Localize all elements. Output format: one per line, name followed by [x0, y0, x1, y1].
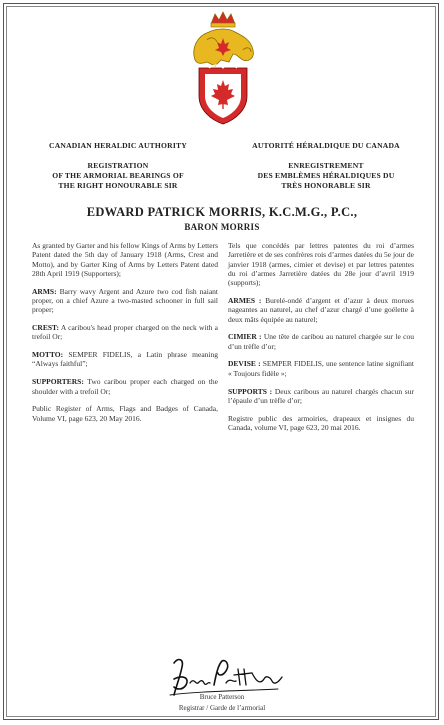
registrar-title: Registrar / Garde de l’armorial [178, 704, 266, 712]
grantee-peerage: BARON MORRIS [184, 222, 260, 232]
french-crest: CIMIER : Une tête de caribou au naturel chargée sur le cou d’un trèfle d’or; [228, 332, 415, 351]
french-registration-line: DES EMBLÈMES HÉRALDIQUES DU [257, 171, 395, 180]
english-column [32, 241, 218, 431]
english-header [18, 141, 218, 191]
french-column [228, 241, 414, 441]
crown-icon [211, 12, 235, 27]
heraldic-authority-emblem [185, 10, 261, 128]
english-authority-name: CANADIAN HERALDIC AUTHORITY [49, 141, 187, 150]
shield-icon [199, 65, 247, 124]
english-supporters: SUPPORTERS: Two caribou proper each charged on the shoulder with a trefoil Or; [32, 377, 218, 396]
lion-icon [194, 29, 254, 66]
english-registration-heading [18, 161, 218, 191]
english-intro: As granted by Garter and his fellow Kings of Arms by Letters Patent dated the 5th day of January 1918 (Arms, Crest and Motto), and by Garter King of Arms by Letters Patent dated 28th April 1919 (Supporters); [32, 241, 218, 278]
english-register: Public Register of Arms, Flags and Badges of Canada, Volume VI, page 623, 20 May 2016. [32, 404, 218, 423]
english-registration-line: THE RIGHT HONOURABLE SIR [58, 181, 178, 190]
registrar-name: Bruce Patterson [199, 693, 245, 701]
french-supporters: SUPPORTS : Deux caribous au naturel chargés chacun sur l’épaule d’un trèfle d’or; [228, 386, 414, 405]
english-motto: MOTTO: SEMPER FIDELIS, a Latin phrase meaning “Always faithful”; [32, 350, 218, 369]
french-registration-line: TRÈS HONORABLE SIR [281, 181, 371, 190]
english-crest: CREST: A caribou's head proper charged on the neck with a trefoil Or; [32, 323, 218, 342]
french-intro: Tels que concédés par lettres patentes du roi d’armes Jarretière et de ses confrères rois d’armes datées du 5e jour de janvier 1918 (armes, cimier et devise) et par lettres patentes du roi d’armes Jarretière datées du 28e jour d’avril 1919 (supports); [228, 241, 414, 288]
english-arms: ARMS: Barry wavy Argent and Azure two cod fish naiant proper, on a chief Azure a two-masted schooner in full sail proper; [32, 286, 218, 315]
french-motto: DEVISE : SEMPER FIDELIS, une sentence latine signifiant « Toujours fidèle »; [228, 359, 414, 378]
french-arms: ARMES : Burelé-ondé d’argent et d’azur à deux morues nageantes au naturel, au chef d’azur chargé d’une goélette à deux mâts équipée au naturel; [228, 295, 414, 324]
french-authority-name: AUTORITÉ HÉRALDIQUE DU CANADA [252, 141, 400, 150]
french-register: Registre public des armoiries, drapeaux et insignes du Canada, volume VI, page 623, 20 mai 2016. [228, 413, 414, 432]
english-registration-line: OF THE ARMORIAL BEARINGS OF [52, 171, 184, 180]
french-registration-heading [226, 161, 426, 191]
french-header [226, 141, 426, 191]
grantee-name: EDWARD PATRICK MORRIS, K.C.M.G., P.C., [86, 205, 358, 219]
english-registration-line: REGISTRATION [87, 161, 149, 170]
french-registration-line: ENREGISTREMENT [288, 161, 364, 170]
